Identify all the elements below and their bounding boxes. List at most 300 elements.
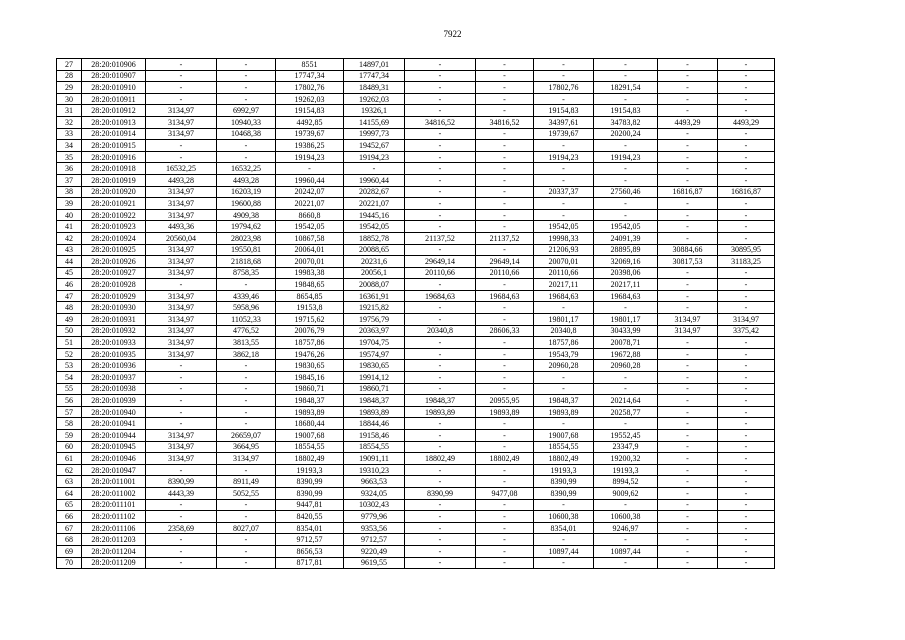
cadastral-block-cell: 28:20:011102 (82, 511, 146, 523)
cadastral-block-cell: 28:20:010924 (82, 232, 146, 244)
value-cell: - (658, 105, 718, 117)
value-cell: - (658, 198, 718, 210)
table-row (57, 209, 775, 221)
value-cell: 19739,67 (534, 128, 594, 140)
value-cell: 8758,35 (217, 267, 276, 279)
value-cell: - (718, 105, 775, 117)
value-cell: - (718, 174, 775, 186)
value-cell: - (146, 557, 217, 569)
value-cell: - (718, 337, 775, 349)
value-cell: - (658, 232, 718, 244)
row-number-cell: 62 (57, 464, 82, 476)
value-cell: 8354,01 (534, 522, 594, 534)
table-row (57, 557, 775, 569)
value-cell: 2358,69 (146, 522, 217, 534)
cadastral-block-cell: 28:20:010906 (82, 59, 146, 71)
value-cell: - (718, 163, 775, 175)
value-cell: 3134,97 (217, 453, 276, 465)
cadastral-block-cell: 28:20:010946 (82, 453, 146, 465)
value-cell: 3134,97 (146, 453, 217, 465)
table-row (57, 116, 775, 128)
value-cell: 3134,97 (146, 105, 217, 117)
value-cell: - (718, 557, 775, 569)
value-cell: - (476, 383, 534, 395)
row-number-cell: 52 (57, 348, 82, 360)
cadastral-block-cell: 28:20:010916 (82, 151, 146, 163)
value-cell: - (476, 59, 534, 71)
row-number-cell: 37 (57, 174, 82, 186)
cadastral-block-cell: 28:20:010910 (82, 82, 146, 94)
value-cell: 20340,8 (405, 325, 476, 337)
value-cell: - (594, 383, 658, 395)
value-cell: 10468,38 (217, 128, 276, 140)
value-cell: - (476, 557, 534, 569)
value-cell: - (718, 198, 775, 210)
value-cell: 21818,68 (217, 256, 276, 268)
value-cell: 8656,53 (276, 545, 344, 557)
value-cell: - (476, 174, 534, 186)
value-cell: - (534, 418, 594, 430)
value-cell: - (658, 59, 718, 71)
value-cell: - (405, 163, 476, 175)
value-cell: - (405, 360, 476, 372)
value-cell: - (534, 557, 594, 569)
value-cell: 18291,54 (594, 82, 658, 94)
value-cell: - (217, 383, 276, 395)
value-cell: 4493,28 (146, 174, 217, 186)
value-cell: - (217, 82, 276, 94)
value-cell: 19684,63 (594, 290, 658, 302)
row-number-cell: 53 (57, 360, 82, 372)
value-cell: 3134,97 (146, 186, 217, 198)
value-cell: 3134,97 (146, 441, 217, 453)
value-cell: 20221,07 (276, 198, 344, 210)
value-cell: 19704,75 (344, 337, 405, 349)
row-number-cell: 30 (57, 93, 82, 105)
value-cell: 4776,52 (217, 325, 276, 337)
value-cell: 3134,97 (146, 337, 217, 349)
value-cell: - (405, 430, 476, 442)
value-cell: - (146, 499, 217, 511)
value-cell: 10600,38 (534, 511, 594, 523)
value-cell: - (718, 290, 775, 302)
table-row (57, 290, 775, 302)
value-cell: - (594, 198, 658, 210)
value-cell: - (594, 140, 658, 152)
value-cell: 19445,16 (344, 209, 405, 221)
table-row (57, 441, 775, 453)
value-cell: 19848,65 (276, 279, 344, 291)
value-cell: - (344, 163, 405, 175)
value-cell: 19860,71 (344, 383, 405, 395)
value-cell: 19848,37 (344, 395, 405, 407)
cadastral-block-cell: 28:20:010918 (82, 163, 146, 175)
value-cell: - (405, 348, 476, 360)
value-cell: - (476, 105, 534, 117)
value-cell: 19262,03 (276, 93, 344, 105)
value-cell: - (658, 174, 718, 186)
value-cell: 18852,78 (344, 232, 405, 244)
value-cell: - (476, 418, 534, 430)
value-cell: - (405, 82, 476, 94)
value-cell: 4493,28 (217, 174, 276, 186)
value-cell: 20070,01 (534, 256, 594, 268)
value-cell: - (658, 545, 718, 557)
value-cell: - (718, 372, 775, 384)
value-cell: - (534, 174, 594, 186)
value-cell: 19194,23 (344, 151, 405, 163)
value-cell: - (476, 372, 534, 384)
value-cell: 8390,99 (534, 476, 594, 488)
value-cell: 20560,04 (146, 232, 217, 244)
value-cell: - (658, 302, 718, 314)
value-cell: 14897,01 (344, 59, 405, 71)
value-cell: 8660,8 (276, 209, 344, 221)
value-cell: 16816,87 (658, 186, 718, 198)
value-cell: - (658, 279, 718, 291)
value-cell: 32069,16 (594, 256, 658, 268)
row-number-cell: 35 (57, 151, 82, 163)
value-cell: 20217,11 (534, 279, 594, 291)
value-cell: 8390,99 (276, 487, 344, 499)
value-cell: 19193,3 (276, 464, 344, 476)
cadastral-block-cell: 28:20:010947 (82, 464, 146, 476)
value-cell: - (658, 221, 718, 233)
value-cell: 20076,79 (276, 325, 344, 337)
value-cell: - (718, 383, 775, 395)
row-number-cell: 70 (57, 557, 82, 569)
cadastral-block-cell: 28:20:011002 (82, 487, 146, 499)
value-cell: 20221,07 (344, 198, 405, 210)
value-cell: 34816,52 (476, 116, 534, 128)
value-cell: - (718, 221, 775, 233)
table-row (57, 256, 775, 268)
cadastral-block-cell: 28:20:010925 (82, 244, 146, 256)
table-row (57, 534, 775, 546)
value-cell: 9663,53 (344, 476, 405, 488)
value-cell: 19600,88 (217, 198, 276, 210)
row-number-cell: 67 (57, 522, 82, 534)
value-cell: 18802,49 (534, 453, 594, 465)
value-cell: 19794,62 (217, 221, 276, 233)
value-cell: 19154,83 (276, 105, 344, 117)
row-number-cell: 51 (57, 337, 82, 349)
value-cell: - (658, 383, 718, 395)
row-number-cell: 56 (57, 395, 82, 407)
value-cell: 9779,96 (344, 511, 405, 523)
table-row (57, 325, 775, 337)
value-cell: 10867,58 (276, 232, 344, 244)
value-cell: 9619,55 (344, 557, 405, 569)
page-number: 7922 (443, 29, 462, 39)
table-row (57, 186, 775, 198)
value-cell: 8420,55 (276, 511, 344, 523)
value-cell: - (405, 534, 476, 546)
value-cell: - (658, 511, 718, 523)
value-cell: 20110,66 (405, 267, 476, 279)
cadastral-block-cell: 28:20:010926 (82, 256, 146, 268)
value-cell: 19848,37 (534, 395, 594, 407)
value-cell: - (405, 476, 476, 488)
value-cell: - (146, 534, 217, 546)
value-cell: - (658, 209, 718, 221)
table-row (57, 198, 775, 210)
table-row (57, 360, 775, 372)
value-cell: 20340,8 (534, 325, 594, 337)
value-cell: - (405, 128, 476, 140)
value-cell: - (718, 360, 775, 372)
value-cell: 8994,52 (594, 476, 658, 488)
value-cell: 31183,25 (718, 256, 775, 268)
value-cell: 19672,88 (594, 348, 658, 360)
value-cell: - (658, 395, 718, 407)
value-cell: 10600,38 (594, 511, 658, 523)
value-cell: - (534, 140, 594, 152)
value-cell: - (534, 499, 594, 511)
value-cell: 9009,62 (594, 487, 658, 499)
value-cell: - (718, 59, 775, 71)
value-cell: 3664,95 (217, 441, 276, 453)
value-cell: - (405, 372, 476, 384)
value-cell: 9220,49 (344, 545, 405, 557)
cadastral-block-cell: 28:20:010915 (82, 140, 146, 152)
value-cell: 19476,26 (276, 348, 344, 360)
value-cell: 28606,33 (476, 325, 534, 337)
row-number-cell: 47 (57, 290, 82, 302)
value-cell: - (476, 221, 534, 233)
row-number-cell: 66 (57, 511, 82, 523)
value-cell: - (658, 140, 718, 152)
value-cell: - (405, 302, 476, 314)
value-cell: 30884,66 (658, 244, 718, 256)
value-cell: - (658, 372, 718, 384)
value-cell: 19845,16 (276, 372, 344, 384)
value-cell: 19997,73 (344, 128, 405, 140)
value-cell: - (594, 499, 658, 511)
value-cell: 19452,67 (344, 140, 405, 152)
value-cell: 20960,28 (594, 360, 658, 372)
row-number-cell: 40 (57, 209, 82, 221)
row-number-cell: 29 (57, 82, 82, 94)
value-cell: - (146, 82, 217, 94)
value-cell: - (405, 314, 476, 326)
value-cell: - (718, 209, 775, 221)
value-cell: 19386,25 (276, 140, 344, 152)
cadastral-block-cell: 28:20:011209 (82, 557, 146, 569)
value-cell: - (718, 464, 775, 476)
cadastral-block-cell: 28:20:010923 (82, 221, 146, 233)
value-cell: 3134,97 (146, 267, 217, 279)
value-cell: - (658, 128, 718, 140)
value-cell: - (658, 522, 718, 534)
value-cell: 19193,3 (594, 464, 658, 476)
value-cell: 20282,67 (344, 186, 405, 198)
value-cell: 19091,11 (344, 453, 405, 465)
value-cell: - (658, 290, 718, 302)
value-cell: 19848,37 (405, 395, 476, 407)
value-cell: 3134,97 (146, 325, 217, 337)
value-cell: - (405, 186, 476, 198)
value-cell: 29649,14 (405, 256, 476, 268)
value-cell: - (476, 360, 534, 372)
value-cell: - (718, 476, 775, 488)
row-number-cell: 38 (57, 186, 82, 198)
value-cell: 16532,25 (217, 163, 276, 175)
value-cell: 19893,89 (534, 406, 594, 418)
cadastral-block-cell: 28:20:011204 (82, 545, 146, 557)
value-cell: 23347,9 (594, 441, 658, 453)
value-cell: 18802,49 (476, 453, 534, 465)
cadastral-block-cell: 28:20:011106 (82, 522, 146, 534)
value-cell: - (718, 70, 775, 82)
value-cell: 8390,99 (534, 487, 594, 499)
value-cell: - (594, 372, 658, 384)
cadastral-block-cell: 28:20:010930 (82, 302, 146, 314)
value-cell: - (476, 430, 534, 442)
row-number-cell: 61 (57, 453, 82, 465)
value-cell: 19715,62 (276, 314, 344, 326)
cadastral-block-cell: 28:20:010919 (82, 174, 146, 186)
value-cell: - (276, 163, 344, 175)
value-cell: - (594, 209, 658, 221)
value-cell: - (718, 140, 775, 152)
cadastral-block-cell: 28:20:010935 (82, 348, 146, 360)
cadastral-block-cell: 28:20:010941 (82, 418, 146, 430)
value-cell: 3134,97 (658, 325, 718, 337)
value-cell: 19153,8 (276, 302, 344, 314)
value-cell: - (658, 93, 718, 105)
value-cell: 20056,1 (344, 267, 405, 279)
value-cell: - (217, 151, 276, 163)
table-row (57, 82, 775, 94)
value-cell: - (534, 163, 594, 175)
value-cell: - (217, 279, 276, 291)
value-cell: 29649,14 (476, 256, 534, 268)
value-cell: 19542,05 (594, 221, 658, 233)
value-cell: 19193,3 (534, 464, 594, 476)
value-cell: 19893,89 (476, 406, 534, 418)
value-cell: - (718, 128, 775, 140)
value-cell: - (658, 267, 718, 279)
value-cell: - (405, 221, 476, 233)
table-row (57, 140, 775, 152)
value-cell: - (146, 279, 217, 291)
value-cell: - (658, 430, 718, 442)
value-cell: 20231,6 (344, 256, 405, 268)
value-cell: - (217, 59, 276, 71)
value-cell: 19830,65 (276, 360, 344, 372)
value-cell: - (476, 545, 534, 557)
value-cell: 3134,97 (146, 116, 217, 128)
cadastral-block-cell: 28:20:011001 (82, 476, 146, 488)
value-cell: - (718, 93, 775, 105)
value-cell: 30895,95 (718, 244, 775, 256)
row-number-cell: 64 (57, 487, 82, 499)
table-row (57, 70, 775, 82)
value-cell: 18680,44 (276, 418, 344, 430)
table-row (57, 348, 775, 360)
value-cell: 20960,28 (534, 360, 594, 372)
value-cell: 19542,05 (276, 221, 344, 233)
row-number-cell: 31 (57, 105, 82, 117)
value-cell: - (476, 522, 534, 534)
table-row (57, 453, 775, 465)
value-cell: - (658, 360, 718, 372)
value-cell: 19848,37 (276, 395, 344, 407)
table-body (57, 59, 775, 569)
value-cell: - (718, 302, 775, 314)
value-cell: - (476, 128, 534, 140)
value-cell: - (534, 534, 594, 546)
value-cell: - (476, 279, 534, 291)
value-cell: - (718, 82, 775, 94)
value-cell: - (217, 499, 276, 511)
value-cell: 28895,89 (594, 244, 658, 256)
value-cell: 3134,97 (146, 198, 217, 210)
value-cell: - (146, 151, 217, 163)
value-cell: - (476, 337, 534, 349)
value-cell: 17747,34 (276, 70, 344, 82)
value-cell: 19542,05 (534, 221, 594, 233)
value-cell: - (534, 70, 594, 82)
table-row (57, 221, 775, 233)
value-cell: 34816,52 (405, 116, 476, 128)
value-cell: 4493,36 (146, 221, 217, 233)
value-cell: 19158,46 (344, 430, 405, 442)
value-cell: 20110,66 (476, 267, 534, 279)
value-cell: 21137,52 (476, 232, 534, 244)
value-cell: 16361,91 (344, 290, 405, 302)
row-number-cell: 44 (57, 256, 82, 268)
value-cell: 26659,07 (217, 430, 276, 442)
cadastral-block-cell: 28:20:010936 (82, 360, 146, 372)
value-cell: 20064,01 (276, 244, 344, 256)
value-cell: 19007,68 (534, 430, 594, 442)
value-cell: - (718, 279, 775, 291)
value-cell: - (476, 93, 534, 105)
value-cell: - (658, 557, 718, 569)
value-cell: - (718, 406, 775, 418)
value-cell: - (476, 163, 534, 175)
value-cell: 9447,81 (276, 499, 344, 511)
value-cell: - (217, 395, 276, 407)
cadastral-block-cell: 28:20:010937 (82, 372, 146, 384)
table-row (57, 545, 775, 557)
table-row (57, 499, 775, 511)
value-cell: - (718, 522, 775, 534)
value-cell: - (658, 406, 718, 418)
value-cell: - (476, 186, 534, 198)
value-cell: 19801,17 (594, 314, 658, 326)
value-cell: 19194,23 (534, 151, 594, 163)
value-cell: 9246,97 (594, 522, 658, 534)
table-row (57, 59, 775, 71)
table-row (57, 418, 775, 430)
cadastral-block-cell: 28:20:010939 (82, 395, 146, 407)
value-cell: - (658, 418, 718, 430)
row-number-cell: 45 (57, 267, 82, 279)
value-cell: - (658, 82, 718, 94)
table-row (57, 174, 775, 186)
row-number-cell: 58 (57, 418, 82, 430)
value-cell: - (534, 383, 594, 395)
value-cell: - (476, 302, 534, 314)
value-cell: - (594, 59, 658, 71)
cadastral-block-cell: 28:20:010938 (82, 383, 146, 395)
value-cell: 19326,1 (344, 105, 405, 117)
value-cell: - (594, 557, 658, 569)
value-cell: 19983,38 (276, 267, 344, 279)
